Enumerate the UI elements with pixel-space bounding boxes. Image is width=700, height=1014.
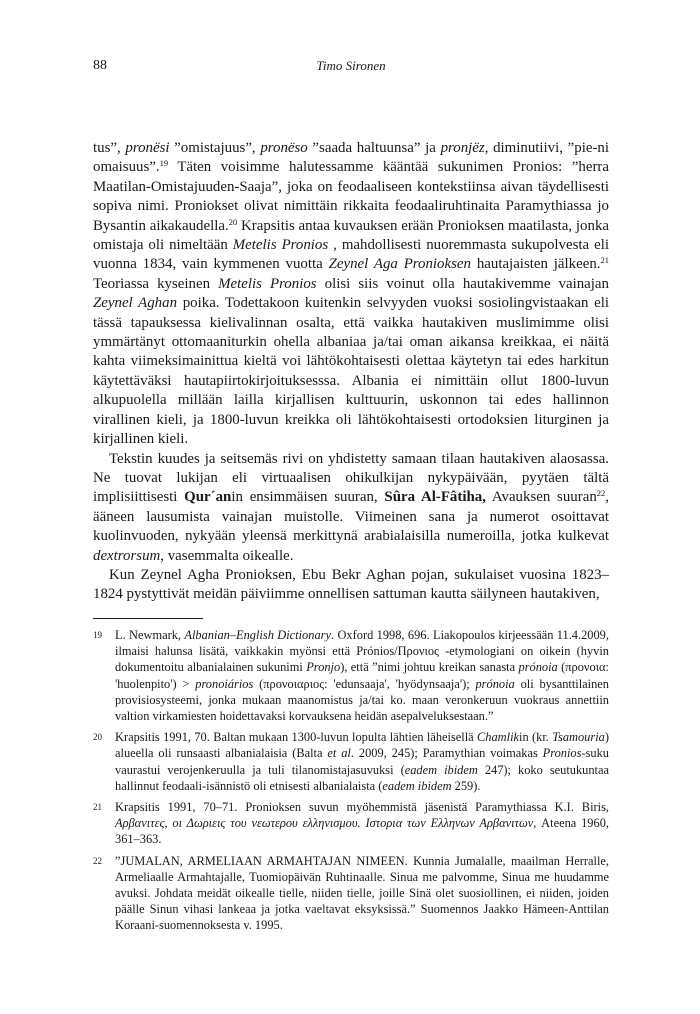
text: , mahdollisesti nuoremmasta sukupolvesta eli vuonna 1834, vain kymmenen vuotta: [93, 237, 609, 273]
footnote-rule: [93, 618, 203, 619]
term: eadem ibidem: [404, 762, 478, 777]
paragraph-3: Kun Zeynel Agha Pronioksen, Ebu Bekr Aghan pojan, sukulaiset vuosina 1823–1824 pystyttivät meidän päiviimme onnellisen sattuman kautta säilyneen hautakiven,: [93, 566, 609, 603]
footnote-number: 21: [93, 802, 102, 813]
term: pronoiários: [195, 676, 254, 691]
term: Tsamouria: [552, 730, 605, 745]
text: ”omistajuus”,: [169, 140, 261, 156]
text: L. Newmark,: [115, 628, 185, 642]
text: -suku vaurastui verojenkeruulla ja tuli tilanomistajasuvuksi (: [115, 746, 609, 777]
term: Pronjo: [306, 660, 341, 675]
text: Krapsitis 1991, 70–71. Pronioksen suvun myöhemmistä jäsenistä Paramythiassa K.I. Biris,: [115, 800, 609, 815]
term: Qur´an: [184, 489, 232, 506]
page-number: 88: [93, 58, 107, 73]
footnote-21: [93, 799, 609, 848]
text: Teoriassa kyseinen: [93, 275, 219, 292]
term: prónoia: [475, 676, 515, 691]
text: Krapsitis 1991, 70. Baltan mukaan 1300-luvun lopulta lähtien läheisellä: [115, 730, 478, 745]
footnote-ref-21[interactable]: 21: [600, 255, 609, 266]
person-name: Metelis Pronios: [218, 275, 317, 292]
text: poika. Todettakoon kuitenkin selvyyden vuoksi sosiolingvistaakan eli tässä tapauksessa kielivalinnan osalta, että vaikka hautakiven muslimimme olisi ymmärtänyt ottomaaniturkin ohella albaniaa ja/tai oman aikansa kreikkaa, ei näitä kahta viimeksimainittua kieltä voi lähtökohtaisesti olettaa käytetyn tai edes harkitun käytettäväksi hautapiirtokirjoituksesssa. Albania ei nimittäin ollut 1800-luvun alkupuolella millään lailla kirjallisen kulttuurin, uskonnon tai edes hallinnon virallinen kieli, ja 1800-luvun kreikka oli lähtökohtaisesti ortodoksien liturginen ja kirjallinen kieli.: [93, 295, 609, 448]
term: Sûra Al-Fâtiha,: [384, 489, 486, 506]
footnote-number: 19: [93, 630, 102, 640]
footnotes: [93, 627, 609, 939]
text: in ensimmäisen suuran,: [231, 489, 385, 506]
footnote-ref-20[interactable]: 20: [228, 216, 238, 227]
term: pronësi: [125, 140, 170, 156]
footnote-ref-22[interactable]: 22: [596, 488, 606, 499]
person-name: Zeynel Aghan: [93, 295, 178, 312]
term: eadem ibidem: [382, 778, 452, 793]
text: . 2009, 245); Paramythian voimakas: [350, 746, 543, 761]
term: pronëso: [260, 140, 308, 156]
footnote-20: [93, 729, 609, 794]
text: ), että ”nimi johtuu kreikan sanasta: [340, 660, 519, 675]
book-title: Αρβανιτες, οι Δωριεις του νεωτερου ελληνισμου. Ιστορια των Ελληνων Αρβανιτων: [115, 816, 534, 831]
term: pronjëz: [440, 140, 485, 156]
paragraph-2: [93, 450, 609, 566]
text: tus”,: [93, 140, 126, 156]
text: , ääneen lausumista vainajan muistolle. Viimeinen sana ja numerot osoittavat kuolinvuoden, nykyään yleensä merkittynä arabialaisilla numeroilla, jotka kulkevat: [93, 489, 609, 545]
footnote-number: 20: [93, 732, 102, 743]
text: Tekstin kuudes ja seitsemäs rivi on yhdistetty samaan tilaan hautakiven alaosassa. Ne tuovat lukijan eli virtuaalisen ohikulkijan nykypäivään, pyytäen tältä implisiittisesti: [93, 450, 609, 506]
text: ) alueella oli runsaasti albanialaisia (Balta: [115, 730, 609, 761]
paragraph-1: [93, 139, 609, 450]
text: (προνοιαριος: 'edunsaaja', 'hyödynsaaja');: [253, 676, 476, 691]
text: Krapsitis antaa kuvauksen erään Pronioksen maatilasta, jonka omistaja oli nimeltään: [93, 217, 609, 254]
person-name: Zeynel Aga Pronioksen: [328, 256, 471, 273]
text: , diminutiivi, ”pie-ni omaisuus”.: [93, 140, 610, 176]
main-text: [93, 139, 609, 605]
footnote-ref-19[interactable]: 19: [159, 158, 169, 169]
page-header: [93, 58, 609, 74]
term: et al: [327, 746, 351, 761]
term: Pronios: [542, 746, 582, 761]
term: Chamlik: [477, 730, 520, 745]
text: . Oxford 1998, 696. Liakopoulos kirjeessään 11.4.2009, ilmaisi halunsa lisätä, vaikkakin myönsi että Prónios/Προνιος -etymologiani on oikein (hyvin dokumentoitu albanialainen sukunimi: [115, 628, 609, 675]
term: dextrorsum: [93, 547, 161, 564]
text: Täten voisimme halutessamme kääntää sukunimen Pronios: ”herra Maatilan-Omistajuuden-Saaja”, joka on feodaaliseen kontekstiinsa aivan täydellisesti sopiva nimi. Proniokset olivat nimittäin rikkaita feodaaliruhtinaita Paramythiassa jo Bysantin aikakaudella.: [93, 159, 609, 234]
running-head: Timo Sironen: [316, 58, 386, 73]
text: 247); koko seutukuntaa hallinnut feodaali-isännistö oli etnisesti albanialaista (: [115, 762, 609, 793]
text: , vasemmalta oikealle.: [160, 547, 294, 564]
footnote-19: [93, 627, 609, 724]
term: prónoia: [518, 660, 558, 675]
text: (προνοια: 'huolenpito') >: [115, 660, 609, 691]
footnote-number: 22: [93, 855, 102, 866]
footnote-22: [93, 853, 609, 934]
text: ”JUMALAN, ARMELIAAN ARMAHTAJAN NIMEEN. Kunnia Jumalalle, maailman Herralle, Armeliaalle Armahtajalle, Tuomiopäivän Ruhtinaalle. Sinua me palvomme, Sinua me huudamme avuksi. Johdata meidät oikealle tielle, niiden tielle, joille Sinä olet suosiollinen, ei niiden, joiden päälle Sinun vihasi lankeaa ja jotka vaeltavat eksyksissä.” Suomennos Jaakko Hämeen-Anttilan Koraani-suomennoksesta v. 1995.: [115, 853, 609, 933]
text: , Ateena 1960, 361–363.: [115, 816, 609, 847]
person-name: Metelis Pronios: [232, 237, 329, 254]
text: Avauksen suuran: [485, 489, 597, 506]
book-title: Albanian–English Dictionary: [184, 628, 331, 642]
text: 259).: [451, 778, 481, 793]
text: hautajaisten jälkeen.: [470, 256, 601, 273]
text: in (kr.: [519, 730, 553, 745]
text: oli bysanttilainen provisiosysteemi, jonka mukaan maanomistus ja/tai ko. maan veronkeruun vuokraus annettiin valtion virkamiesten hoidettavaksi korvauksena heidän asepalveluksestaan.”: [115, 676, 609, 724]
text: olisi siis voinut olla hautakivemme vainajan: [316, 275, 609, 292]
text: ”saada haltuunsa” ja: [307, 140, 441, 156]
